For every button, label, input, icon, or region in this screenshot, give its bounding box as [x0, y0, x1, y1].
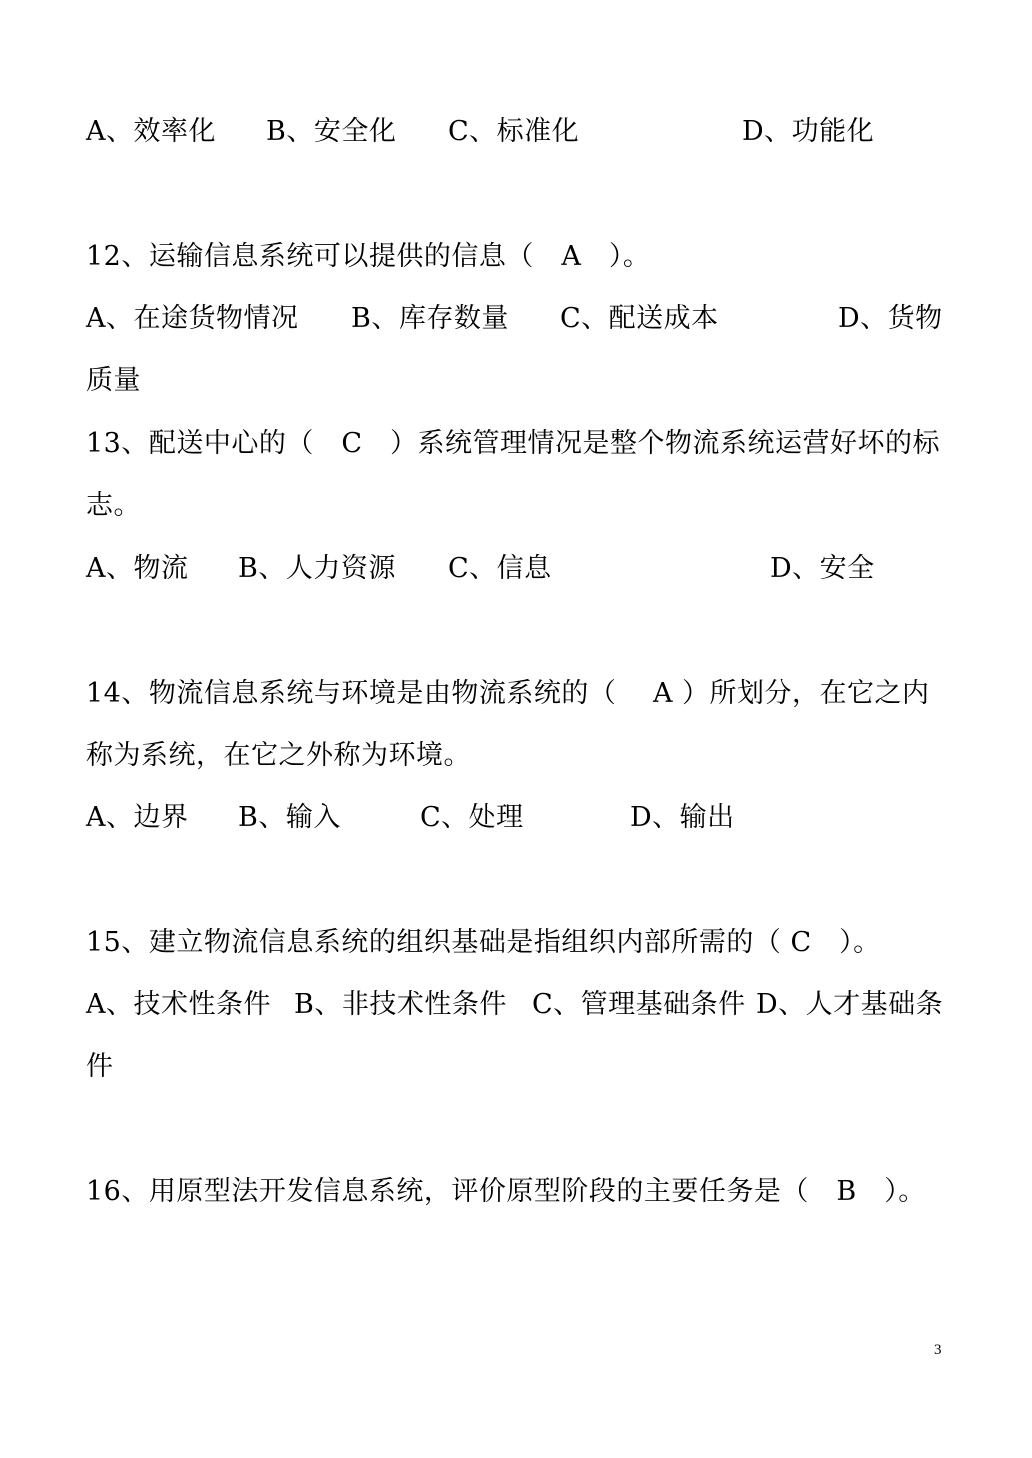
q13-option-b: B、人力资源	[238, 553, 396, 584]
q11-option-c: C、标准化	[448, 116, 580, 147]
q13-option-a: A、物流	[86, 553, 189, 584]
q15-option-a: A、技术性条件	[86, 989, 271, 1020]
q15-stem: 15、建立物流信息系统的组织基础是指组织内部所需的（ C ）。	[86, 927, 881, 958]
q12-option-c: C、配送成本	[560, 303, 719, 334]
q14-option-c: C、处理	[420, 802, 524, 833]
q14-option-b: B、输入	[238, 802, 341, 833]
q14-option-d: D、输出	[630, 802, 735, 833]
q14-stem-line2: 称为系统，在它之外称为环境。	[86, 740, 471, 771]
q11-option-a: A、效率化	[86, 116, 216, 147]
q14-stem-line1: 14、物流信息系统与环境是由物流系统的（ A ）所划分，在它之内	[86, 678, 930, 709]
q11-option-d: D、功能化	[742, 116, 875, 147]
page-number: 3	[934, 1342, 942, 1358]
q11-option-b: B、安全化	[266, 116, 397, 147]
q15-option-c: C、管理基础条件	[532, 989, 746, 1020]
q14-option-a: A、边界	[86, 802, 189, 833]
q15-options-wrap: 件	[86, 1051, 114, 1082]
q12-option-b: B、库存数量	[351, 303, 509, 334]
q13-stem-line1: 13、配送中心的（ C ）系统管理情况是整个物流系统运营好坏的标	[86, 428, 941, 459]
q15-option-b: B、非技术性条件	[294, 989, 507, 1020]
q12-stem: 12、运输信息系统可以提供的信息（ A ）。	[86, 241, 651, 272]
q12-options-wrap: 质量	[86, 365, 141, 396]
q12-option-a: A、在途货物情况	[86, 303, 299, 334]
q13-stem-line2: 志。	[86, 490, 141, 521]
q12-option-d: D、货物	[838, 303, 943, 334]
q13-option-c: C、信息	[448, 553, 552, 584]
q15-option-d: D、人才基础条	[756, 989, 944, 1020]
q13-option-d: D、安全	[770, 553, 875, 584]
q16-stem: 16、用原型法开发信息系统，评价原型阶段的主要任务是（ B ）。	[86, 1176, 926, 1207]
